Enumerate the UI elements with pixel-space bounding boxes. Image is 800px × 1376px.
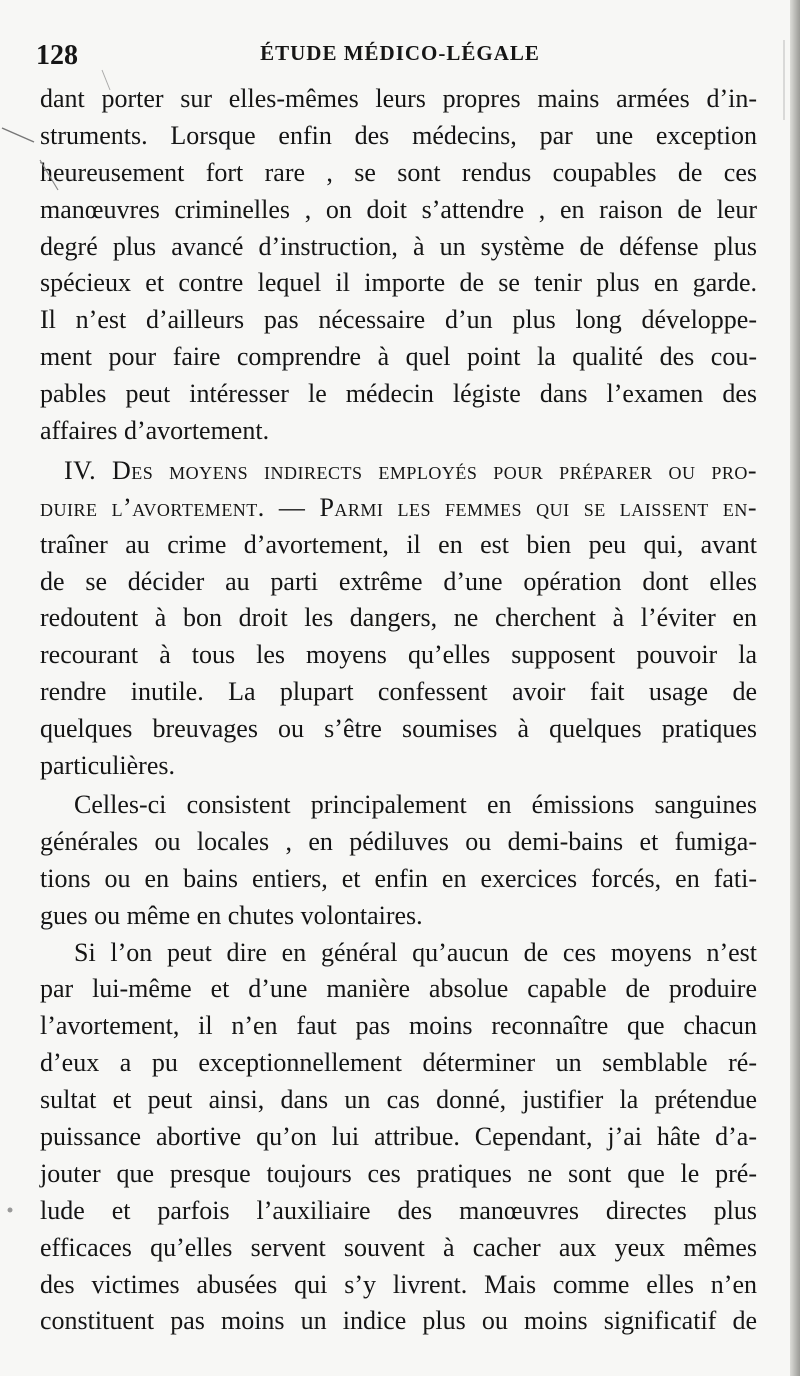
text-line: puissance abortive qu’on lui attribue. Cependant, j’ai hâte d’a-: [40, 1122, 757, 1151]
text-line: par lui-même et d’une manière absolue capable de produire: [40, 974, 757, 1003]
text-line: des victimes abusées qui s’y livrent. Mais comme elles n’en: [40, 1270, 757, 1299]
text-line: sultat et peut ainsi, dans un cas donné, justifier la prétendue: [40, 1085, 757, 1114]
text-line: lude et parfois l’auxiliaire des manœuvres directes plus: [40, 1196, 757, 1225]
text-line: recourant à tous les moyens qu’elles supposent pouvoir la: [40, 640, 757, 669]
text-line: l’avortement, il n’en faut pas moins reconnaître que chacun: [40, 1011, 757, 1040]
text-line: redoutent à bon droit les dangers, ne cherchent à l’éviter en: [40, 603, 757, 632]
text-line: dant porter sur elles-mêmes leurs propres mains armées d’in-: [40, 84, 757, 113]
text-line: tions ou en bains entiers, et enfin en exercices forcés, en fati-: [40, 864, 757, 893]
text-line: Si l’on peut dire en général qu’aucun de ces moyens n’est: [74, 938, 757, 967]
pencil-stroke: [2, 128, 34, 142]
text-line: affaires d’avortement.: [40, 416, 270, 445]
pencil-stroke: [102, 70, 110, 90]
text-line: rendre inutile. La plupart confessent avoir fait usage de: [40, 677, 757, 706]
text-line: générales ou locales , en pédiluves ou demi-bains et fumiga-: [40, 827, 757, 856]
section-heading-end: duire l’avortement. — Parmi les femmes qui se laissent en-: [40, 493, 757, 522]
section-heading-line: IV. Des moyens indirects employés pour préparer ou pro-: [64, 456, 757, 485]
text-line: struments. Lorsque enfin des médecins, par une exception: [40, 121, 757, 150]
text-line: quelques breuvages ou s’être soumises à quelques pratiques: [40, 714, 757, 743]
text-line: particulières.: [40, 751, 175, 780]
text-line: de se décider au parti extrême d’une opération dont elles: [40, 567, 757, 596]
pencil-stroke: [40, 160, 58, 190]
text-line: pables peut intéresser le médecin légiste dans l’examen des: [40, 379, 757, 408]
page-number: 128: [36, 40, 78, 71]
text-line: manœuvres criminelles , on doit s’attendre , en raison de leur: [40, 195, 757, 224]
text-line: d’eux a pu exceptionnellement déterminer un semblable ré-: [40, 1048, 757, 1077]
text-line: ment pour faire comprendre à quel point la qualité des cou-: [40, 342, 757, 371]
text-line: Il n’est d’ailleurs pas nécessaire d’un plus long développe-: [40, 305, 757, 334]
text-line: traîner au crime d’avortement, il en est bien peu qui, avant: [40, 530, 757, 559]
page-edge-shadow: [790, 0, 800, 1376]
text-line: spécieux et contre lequel il importe de se tenir plus en garde.: [40, 268, 757, 297]
text-line: Celles-ci consistent principalement en émissions sanguines: [74, 790, 757, 819]
text-line: heureusement fort rare , se sont rendus coupables de ces: [40, 158, 757, 187]
text-line: constituent pas moins un indice plus ou moins significatif de: [40, 1306, 757, 1335]
ink-dot: [8, 1208, 13, 1213]
text-line: degré plus avancé d’instruction, à un système de défense plus: [40, 232, 757, 261]
text-line: gues ou même en chutes volontaires.: [40, 901, 423, 930]
running-header: ÉTUDE MÉDICO-LÉGALE: [260, 41, 540, 65]
text-line: efficaces qu’elles servent souvent à cacher aux yeux mêmes: [40, 1233, 757, 1262]
text-line: jouter que presque toujours ces pratiques ne sont que le pré-: [40, 1159, 757, 1188]
